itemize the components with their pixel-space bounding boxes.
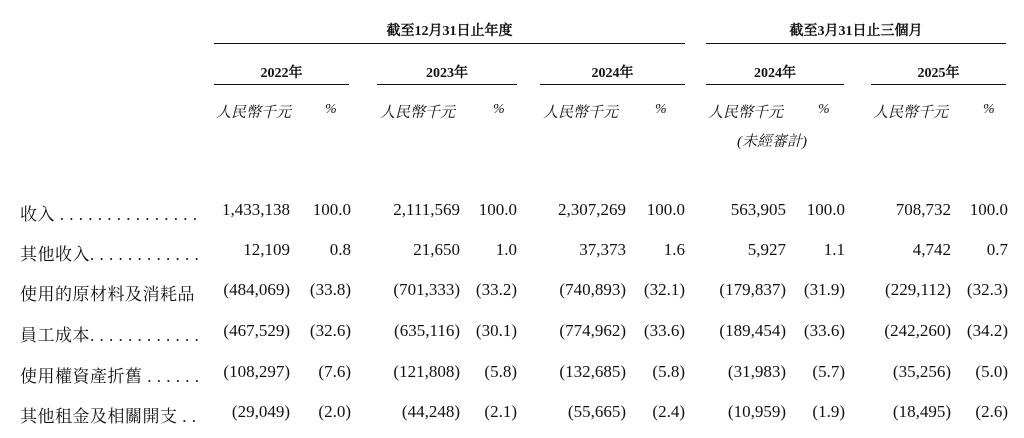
row-label: 員工成本. . . . . . . . . . . . (20, 326, 200, 345)
row-label: 其他收入. . . . . . . . . . . . (20, 245, 200, 264)
amount-cell: 563,905 (730, 200, 786, 219)
amount-cell: (18,495) (892, 402, 951, 421)
percent-cell: 1.0 (495, 240, 517, 259)
amount-cell: 708,732 (895, 200, 951, 219)
year-rule-2024-q1 (706, 84, 844, 85)
unit-header-2025-q1: 人民幣千元 (873, 105, 949, 121)
amount-cell: 1,433,138 (222, 200, 290, 219)
percent-cell: (2.0) (318, 402, 351, 421)
amount-cell: 21,650 (413, 240, 460, 259)
year-header-2025-q1: 2025年 (917, 66, 960, 81)
percent-cell: (2.6) (975, 402, 1008, 421)
amount-cell: (242,260) (884, 321, 951, 340)
percent-cell: (2.4) (652, 402, 685, 421)
percent-cell: (34.2) (966, 321, 1008, 340)
percent-cell: (31.9) (803, 280, 845, 299)
amount-cell: (484,069) (223, 280, 290, 299)
amount-cell: 37,373 (579, 240, 626, 259)
percent-cell: (5.8) (652, 362, 685, 381)
percent-cell: 100.0 (478, 200, 517, 219)
percent-cell: (30.1) (475, 321, 517, 340)
percent-cell: (2.1) (484, 402, 517, 421)
amount-cell: (121,808) (393, 362, 460, 381)
group-rule-quarterly (706, 43, 1006, 44)
group-rule-annual (214, 43, 685, 44)
amount-cell: 5,927 (747, 240, 786, 259)
pct-header-2024-q1: % (818, 102, 830, 117)
unit-header-2024: 人民幣千元 (543, 105, 619, 121)
percent-cell: (32.3) (966, 280, 1008, 299)
unit-header-2023: 人民幣千元 (380, 105, 456, 121)
amount-cell: (467,529) (223, 321, 290, 340)
year-rule-2025-q1 (871, 84, 1006, 85)
amount-cell: (108,297) (223, 362, 290, 381)
amount-cell: (701,333) (393, 280, 460, 299)
percent-cell: (32.6) (309, 321, 351, 340)
amount-cell: (29,049) (231, 402, 290, 421)
amount-cell: (35,256) (892, 362, 951, 381)
pct-header-2024: % (655, 102, 667, 117)
row-label: 使用權資產折舊 . . . . . . (20, 367, 200, 386)
amount-cell: (635,116) (394, 321, 460, 340)
percent-cell: (33.6) (643, 321, 685, 340)
percent-cell: (33.2) (475, 280, 517, 299)
percent-cell: (1.9) (812, 402, 845, 421)
percent-cell: 100.0 (969, 200, 1008, 219)
year-header-2023: 2023年 (426, 66, 468, 81)
amount-cell: (229,112) (885, 280, 951, 299)
unit-header-2024-q1: 人民幣千元 (708, 105, 784, 121)
year-header-2022: 2022年 (260, 66, 303, 81)
amount-cell: (55,665) (567, 402, 626, 421)
amount-cell: 2,307,269 (558, 200, 626, 219)
percent-cell: (33.8) (309, 280, 351, 299)
amount-cell: (10,959) (727, 402, 786, 421)
row-label: 收入 . . . . . . . . . . . . . . . (20, 205, 198, 224)
amount-cell: 12,109 (243, 240, 290, 259)
percent-cell: (32.1) (643, 280, 685, 299)
group-header-annual: 截至12月31日止年度 (386, 24, 513, 39)
year-rule-2024 (540, 84, 685, 85)
percent-cell: 0.7 (986, 240, 1008, 259)
amount-cell: (740,893) (559, 280, 626, 299)
year-rule-2022 (214, 84, 349, 85)
unareadited-note: (未經審計) (737, 134, 807, 150)
pct-header-2023: % (493, 102, 505, 117)
percent-cell: (5.8) (484, 362, 517, 381)
percent-cell: 100.0 (312, 200, 351, 219)
row-label: 其他租金及相關開支 . . (20, 407, 197, 426)
amount-cell: (189,454) (719, 321, 786, 340)
percent-cell: (5.7) (812, 362, 845, 381)
pct-header-2022: % (325, 102, 337, 117)
percent-cell: (7.6) (318, 362, 351, 381)
percent-cell: 1.1 (823, 240, 845, 259)
amount-cell: (44,248) (401, 402, 460, 421)
amount-cell: 4,742 (912, 240, 951, 259)
percent-cell: 0.8 (329, 240, 351, 259)
amount-cell: (31,983) (727, 362, 786, 381)
amount-cell: 2,111,569 (393, 200, 460, 219)
amount-cell: (179,837) (719, 280, 786, 299)
percent-cell: 100.0 (646, 200, 685, 219)
group-header-quarterly: 截至3月31日止三個月 (789, 24, 923, 39)
year-header-2024: 2024年 (591, 66, 634, 81)
year-rule-2023 (377, 84, 517, 85)
percent-cell: (5.0) (975, 362, 1008, 381)
year-header-2024-q1: 2024年 (754, 66, 796, 81)
row-label: 使用的原材料及消耗品 (20, 285, 195, 304)
percent-cell: (33.6) (803, 321, 845, 340)
amount-cell: (774,962) (559, 321, 626, 340)
percent-cell: 1.6 (663, 240, 685, 259)
amount-cell: (132,685) (559, 362, 626, 381)
pct-header-2025-q1: % (983, 102, 995, 117)
percent-cell: 100.0 (806, 200, 845, 219)
unit-header-2022: 人民幣千元 (216, 105, 292, 121)
